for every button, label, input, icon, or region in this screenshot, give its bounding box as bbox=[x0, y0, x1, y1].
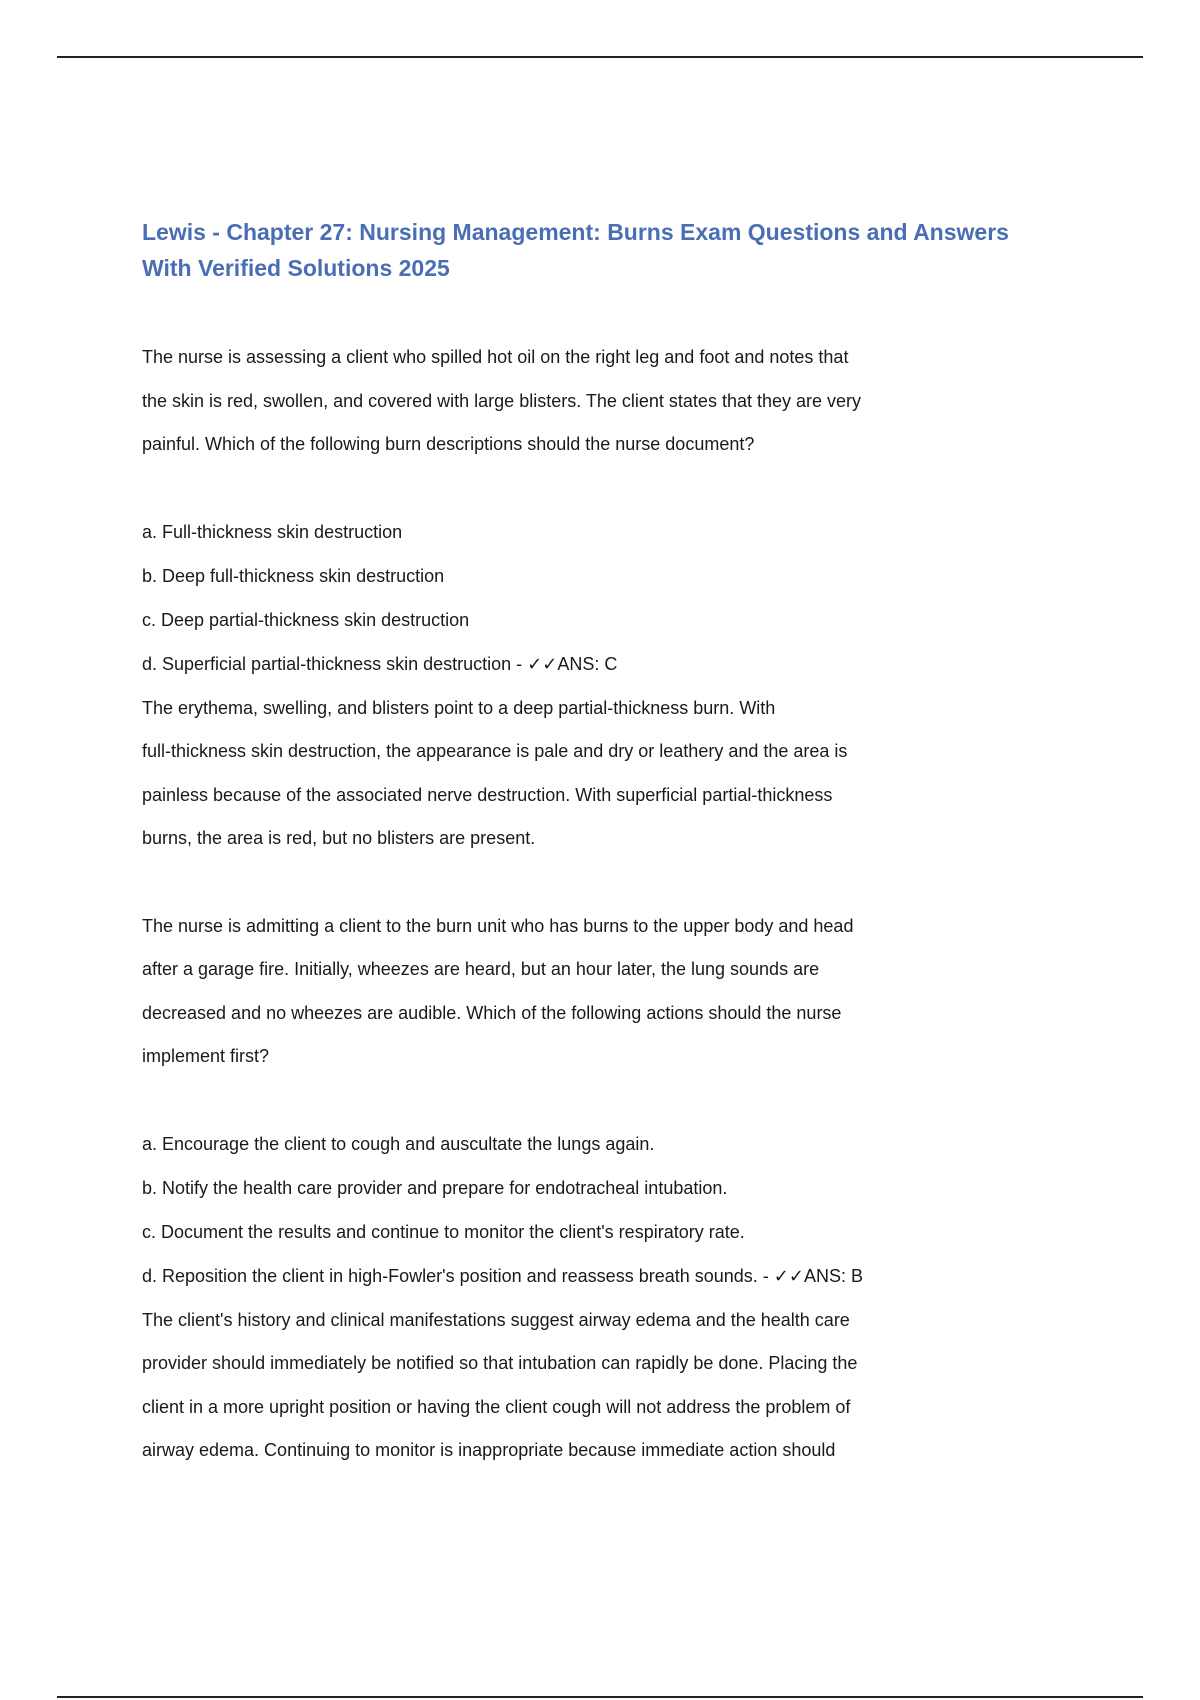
question-stem bbox=[142, 336, 1072, 467]
answer-rationale bbox=[142, 1299, 1072, 1473]
answer-rationale bbox=[142, 687, 1072, 861]
option-c: c. Deep partial-thickness skin destruction bbox=[142, 609, 470, 630]
rationale-line: provider should immediately be notified so that intubation can rapidly be done. Placing the bbox=[142, 1353, 858, 1373]
rationale-line: airway edema. Continuing to monitor is inappropriate because immediate action should bbox=[142, 1440, 836, 1460]
rationale-line: painless because of the associated nerve destruction. With superficial partial-thickness bbox=[142, 784, 833, 805]
footer-rule bbox=[57, 1696, 1143, 1698]
option-a: a. Encourage the client to cough and auscultate the lungs again. bbox=[142, 1133, 655, 1154]
title-line-2: With Verified Solutions 2025 bbox=[142, 255, 450, 281]
option-c: c. Document the results and continue to monitor the client's respiratory rate. bbox=[142, 1221, 745, 1242]
option-b: b. Notify the health care provider and prepare for endotracheal intubation. bbox=[142, 1177, 728, 1198]
stem-line: decreased and no wheezes are audible. Which of the following actions should the nurse bbox=[142, 1002, 842, 1023]
answer-key: - ✓✓ANS: B bbox=[757, 1265, 863, 1286]
answer-options bbox=[142, 510, 1072, 687]
question-2 bbox=[142, 905, 1072, 1473]
stem-line: painful. Which of the following burn descriptions should the nurse document? bbox=[142, 434, 755, 454]
rationale-line: full-thickness skin destruction, the appearance is pale and dry or leathery and the area is bbox=[142, 741, 848, 761]
option-d-text: d. Superficial partial-thickness skin destruction bbox=[142, 653, 512, 674]
stem-line: the skin is red, swollen, and covered with large blisters. The client states that they are very bbox=[142, 390, 862, 411]
rationale-line: client in a more upright position or having the client cough will not address the problem of bbox=[142, 1396, 851, 1417]
option-b: b. Deep full-thickness skin destruction bbox=[142, 565, 445, 586]
stem-line: after a garage fire. Initially, wheezes are heard, but an hour later, the lung sounds are bbox=[142, 959, 820, 979]
document-body bbox=[142, 214, 1072, 1473]
stem-line: The nurse is assessing a client who spilled hot oil on the right leg and foot and notes that bbox=[142, 347, 849, 367]
stem-line: implement first? bbox=[142, 1046, 270, 1066]
header-rule bbox=[57, 56, 1143, 58]
option-d bbox=[142, 1254, 1072, 1299]
question-stem bbox=[142, 905, 1072, 1079]
option-a: a. Full-thickness skin destruction bbox=[142, 521, 403, 542]
answer-options bbox=[142, 1122, 1072, 1299]
rationale-line: The client's history and clinical manifestations suggest airway edema and the health care bbox=[142, 1309, 850, 1330]
document-title bbox=[142, 214, 1072, 286]
answer-key: - ✓✓ANS: C bbox=[511, 653, 618, 674]
option-d-text: d. Reposition the client in high-Fowler's position and reassess breath sounds. bbox=[142, 1265, 758, 1286]
stem-line: The nurse is admitting a client to the burn unit who has burns to the upper body and head bbox=[142, 915, 854, 936]
rationale-line: The erythema, swelling, and blisters point to a deep partial-thickness burn. With bbox=[142, 697, 776, 718]
title-line-1: Lewis - Chapter 27: Nursing Management: Burns Exam Questions and Answers bbox=[142, 219, 1009, 245]
question-1 bbox=[142, 336, 1072, 861]
rationale-line: burns, the area is red, but no blisters are present. bbox=[142, 828, 536, 848]
option-d bbox=[142, 642, 1072, 687]
